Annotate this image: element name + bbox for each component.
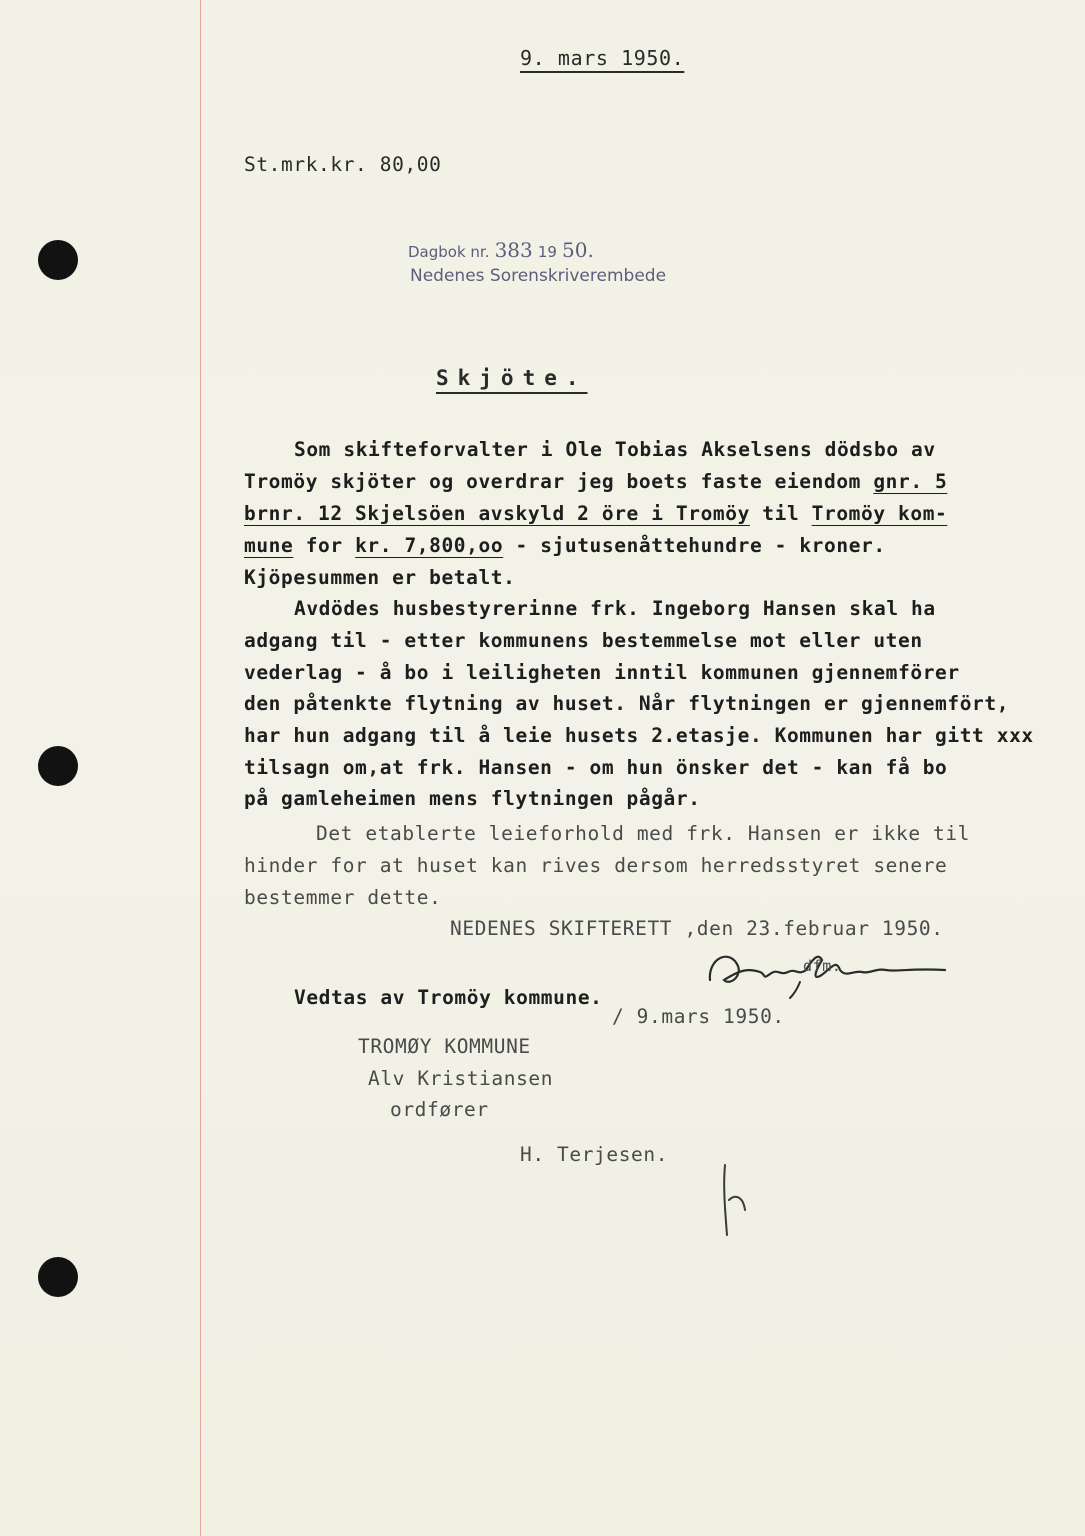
addendum-line-3: bestemmer dette.: [244, 886, 442, 909]
body-line-4b: for: [293, 534, 356, 557]
document-title: Skjöte.: [436, 366, 588, 390]
body-line-4: [244, 534, 886, 557]
buyer-name: Tromöy kom-: [811, 502, 948, 525]
price-amount: kr. 7,800,oo: [355, 534, 504, 557]
signature-title: dfm.: [803, 957, 842, 975]
body-line-10: har hun adgang til å leie husets 2.etasje. Kommunen har gitt xxx: [244, 724, 1034, 747]
body-line-3: [244, 502, 947, 525]
buyer-name-cont: mune: [244, 534, 294, 557]
register-number: 383: [494, 238, 533, 262]
handwritten-initials: [715, 1160, 755, 1240]
mayor-name: Alv Kristiansen: [368, 1067, 554, 1090]
margin-line: [200, 0, 201, 1536]
acceptance-date: / 9.mars 1950.: [612, 1005, 785, 1028]
register-stamp: [408, 238, 594, 262]
second-signer: H. Terjesen.: [520, 1143, 669, 1166]
body-line-9: den påtenkte flytning av huset. Når flytningen er gjennemfört,: [244, 692, 1010, 715]
register-office: Nedenes Sorenskriverembede: [410, 266, 667, 286]
municipality-name: TROMØY KOMMUNE: [358, 1035, 531, 1058]
addendum-line-2: hinder for at huset kan rives dersom herredsstyret senere: [244, 854, 948, 877]
addendum-line-1: Det etablerte leieforhold med frk. Hansen er ikke til: [316, 822, 971, 845]
acceptance-line: Vedtas av Tromöy kommune.: [294, 986, 603, 1009]
mayor-title: ordfører: [390, 1098, 489, 1121]
punch-hole-middle: [38, 746, 78, 786]
document-date: 9. mars 1950.: [520, 46, 685, 70]
body-line-12: på gamleheimen mens flytningen pågår.: [244, 787, 701, 810]
body-line-11: tilsagn om,at frk. Hansen - om hun önsker det - kan få bo: [244, 756, 948, 779]
body-line-5: Kjöpesummen er betalt.: [244, 566, 516, 589]
property-description: brnr. 12 Skjelsöen avskyld 2 öre i Tromöy: [244, 502, 750, 525]
price-words: - sjutusenåttehundre - kroner.: [503, 534, 886, 557]
punch-hole-bottom: [38, 1257, 78, 1297]
body-line-1: Som skifteforvalter i Ole Tobias Akselsens dödsbo av: [294, 438, 936, 461]
body-line-3b: til: [749, 502, 812, 525]
property-number: gnr. 5: [873, 470, 948, 493]
register-prefix: Dagbok nr.: [408, 243, 490, 261]
body-line-2a: Tromöy skjöter og overdrar jeg boets faste eiendom: [244, 470, 874, 493]
body-line-8: vederlag - å bo i leiligheten inntil kommunen gjennemförer: [244, 661, 960, 684]
stamp-fee: St.mrk.kr. 80,00: [244, 153, 442, 176]
register-year-suffix: 50.: [562, 238, 594, 262]
court-date-line: NEDENES SKIFTERETT ,den 23.februar 1950.: [450, 917, 944, 940]
body-line-6: Avdödes husbestyrerinne frk. Ingeborg Hansen skal ha: [294, 597, 936, 620]
body-line-7: adgang til - etter kommunens bestemmelse mot eller uten: [244, 629, 923, 652]
punch-hole-top: [38, 240, 78, 280]
register-year-prefix: 19: [537, 243, 557, 261]
body-line-2: [244, 470, 947, 493]
